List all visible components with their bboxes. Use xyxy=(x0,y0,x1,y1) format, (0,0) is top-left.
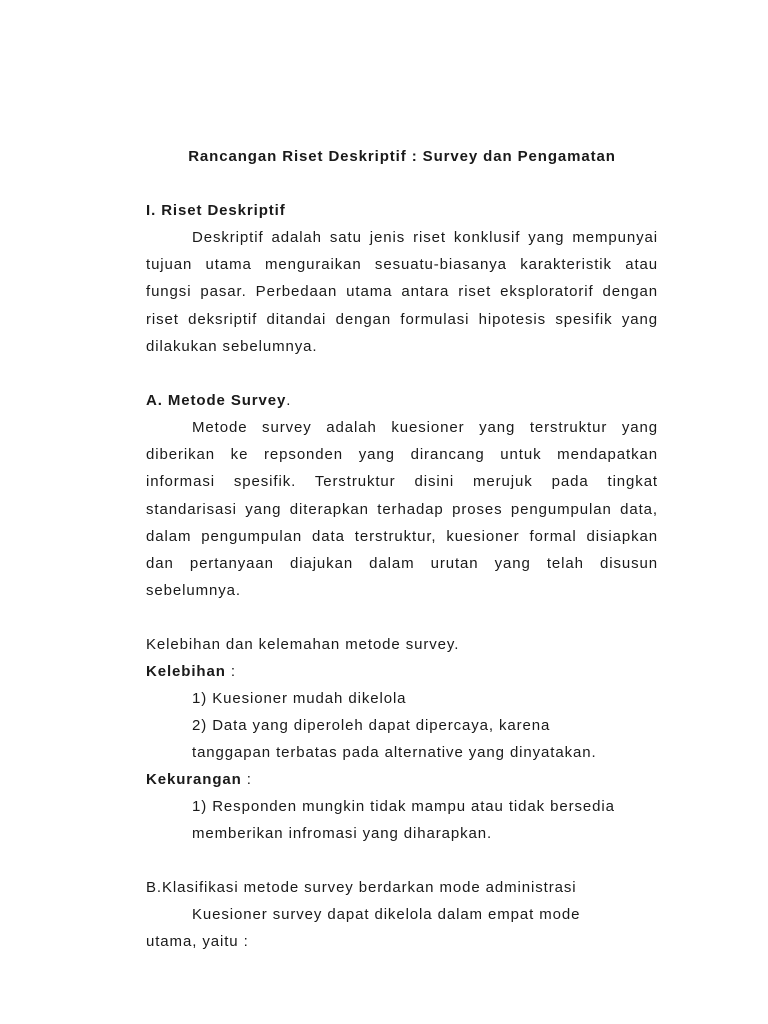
advantages-label-text: Kelebihan xyxy=(146,663,226,681)
spacer xyxy=(146,170,658,197)
advantage-item-2-continued: tanggapan terbatas pada alternative yang dinyatakan. xyxy=(192,744,597,762)
disadvantages-label-colon: : xyxy=(241,771,252,789)
section-heading-riset-deskriptif: I. Riset Deskriptif xyxy=(146,202,286,219)
advantages-label xyxy=(146,658,658,685)
heading-text: A. Metode Survey xyxy=(146,392,287,410)
document-page xyxy=(146,143,658,955)
spacer xyxy=(146,847,658,874)
heading-period: . xyxy=(286,392,292,410)
section-heading-metode-survey xyxy=(146,387,658,414)
section-heading-klasifikasi: B.Klasifikasi metode survey berdarkan mode administrasi xyxy=(146,879,577,897)
disadvantages-label xyxy=(146,766,658,793)
paragraph-riset-deskriptif: Deskriptif adalah satu jenis riset konklusif yang mempunyai tujuan utama menguraikan sesuatu-biasanya karakteristik atau fungsi pasar. Perbedaan utama antara riset eksploratorif dengan riset deksriptif ditandai dengan formulasi hipotesis spesifik yang dilakukan sebelumnya. xyxy=(146,229,658,355)
disadvantages-label-text: Kekurangan xyxy=(146,771,242,789)
document-title: Rancangan Riset Deskriptif : Survey dan Pengamatan xyxy=(188,148,616,165)
disadvantage-item-1-continued: memberikan infromasi yang diharapkan. xyxy=(192,825,493,843)
spacer xyxy=(146,604,658,631)
spacer xyxy=(146,360,658,387)
pros-cons-intro: Kelebihan dan kelemahan metode survey. xyxy=(146,636,460,654)
disadvantage-item-1: 1) Responden mungkin tidak mampu atau tidak bersedia xyxy=(192,798,615,816)
advantage-item-1: 1) Kuesioner mudah dikelola xyxy=(192,690,407,708)
paragraph-metode-survey: Metode survey adalah kuesioner yang terstruktur yang diberikan ke repsonden yang dirancang untuk mendapatkan informasi spesifik. Terstruktur disini merujuk pada tingkat standarisasi yang diterapkan terhadap proses pengumpulan data, dalam pengumpulan data terstruktur, kuesioner formal disiapkan dan pertanyaan diajukan dalam urutan yang telah disusun sebelumnya. xyxy=(146,419,658,600)
advantage-item-2: 2) Data yang diperoleh dapat dipercaya, karena xyxy=(192,717,551,735)
paragraph-klasifikasi-line-1: Kuesioner survey dapat dikelola dalam empat mode xyxy=(192,906,581,924)
advantages-label-colon: : xyxy=(225,663,236,681)
paragraph-klasifikasi-line-2: utama, yaitu : xyxy=(146,933,249,951)
